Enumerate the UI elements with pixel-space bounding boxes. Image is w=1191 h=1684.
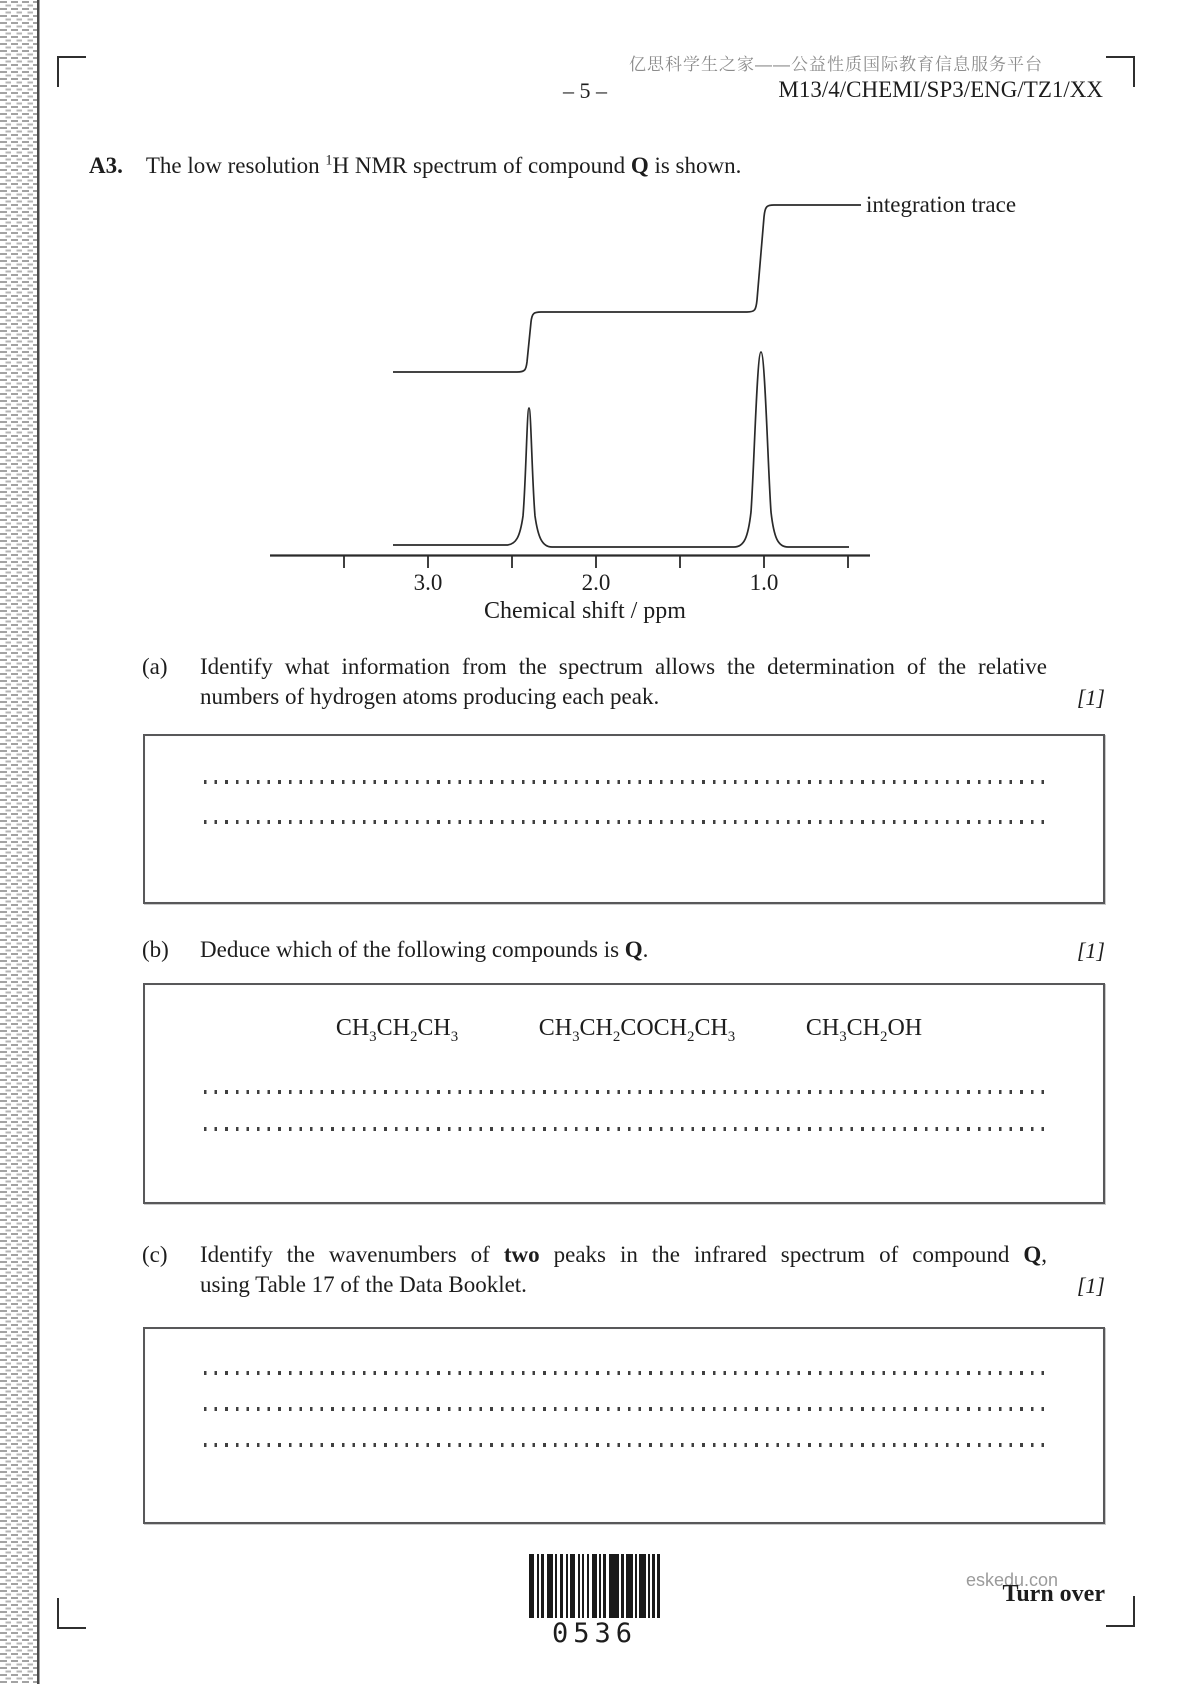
compound-letter: Q [630,152,649,178]
answer-dotted-line [204,1371,1050,1375]
part-a-text-line2: numbers of hydrogen atoms producing each peak. [200,684,660,709]
crop-mark-top-right [1106,56,1135,87]
x-axis-title: Chemical shift / ppm [484,598,686,624]
x-tick-label-3: 3.0 [413,570,443,595]
part-b [142,935,1105,965]
exam-code: M13/4/CHEMI/SP3/ENG/TZ1/XX [778,77,1103,102]
crop-mark-top-left [57,56,86,87]
compound-letter: Q [624,937,643,962]
part-b-marks: [1] [1076,938,1105,963]
isotope-superscript: 1 [325,152,333,168]
part-a [142,652,1105,712]
answer-dotted-line [204,1407,1050,1411]
x-tick-label-1: 1.0 [749,570,779,595]
part-c-text-line2: using Table 17 of the Data Booklet. [200,1272,527,1297]
answer-box-c [143,1327,1105,1524]
site-banner: 亿思科学生之家——公益性质国际教育信息服务平台 [629,55,1043,74]
part-c-text-line1: Identify the wavenumbers of two peaks in the infrared spectrum of compound Q, [200,1242,1047,1267]
part-a-marks: [1] [1076,685,1105,710]
barcode [529,1554,660,1618]
part-a-text-line1: Identify what information from the spectrum allows the determination of the relative [200,654,1047,679]
answer-dotted-line [204,1127,1050,1131]
spectrum-curve [393,352,849,547]
bold-two: two [503,1242,540,1267]
answer-dotted-line [204,1090,1050,1094]
watermark-text: eskedu.con [966,1570,1059,1590]
crop-mark-bottom-right [1106,1596,1135,1627]
compound-option-propane: $CH_3CH_2CH_3$ [335,1015,459,1045]
compound-option-pentan-3-one: $CH_3CH_2COCH_2CH_3$ [538,1015,736,1045]
answer-dotted-line [204,780,1050,784]
integration-trace-line [393,205,861,372]
compound-option-ethanol: $CH_3CH_2OH$ [805,1015,923,1045]
x-axis-ticks [344,556,848,568]
turn-over-label: Turn over [1002,1581,1105,1607]
part-a-label: (a) [142,654,168,679]
part-b-text: Deduce which of the following compounds is Q. [200,937,649,962]
part-c [142,1240,1105,1300]
answer-dotted-line [204,820,1050,824]
answer-dotted-line [204,1443,1050,1447]
binding-texture-band [0,0,40,1684]
answer-box-b [143,983,1105,1204]
part-c-label: (c) [142,1242,168,1267]
question-intro-text: The low resolution $^1$H NMR spectrum of compound Q is shown. [145,152,742,178]
part-c-marks: [1] [1076,1273,1105,1298]
compound-letter: Q [1023,1242,1042,1267]
answer-box-a [143,734,1105,904]
part-b-label: (b) [142,937,169,962]
integration-trace-label: integration trace [866,192,1017,217]
question-number: A3. [89,152,123,178]
page-number: – 5 – [563,78,607,103]
nmr-spectrum-chart [250,165,1060,630]
crop-mark-bottom-left [57,1598,86,1629]
x-tick-label-2: 2.0 [581,570,611,595]
barcode-digits: 0536 [551,1618,638,1649]
